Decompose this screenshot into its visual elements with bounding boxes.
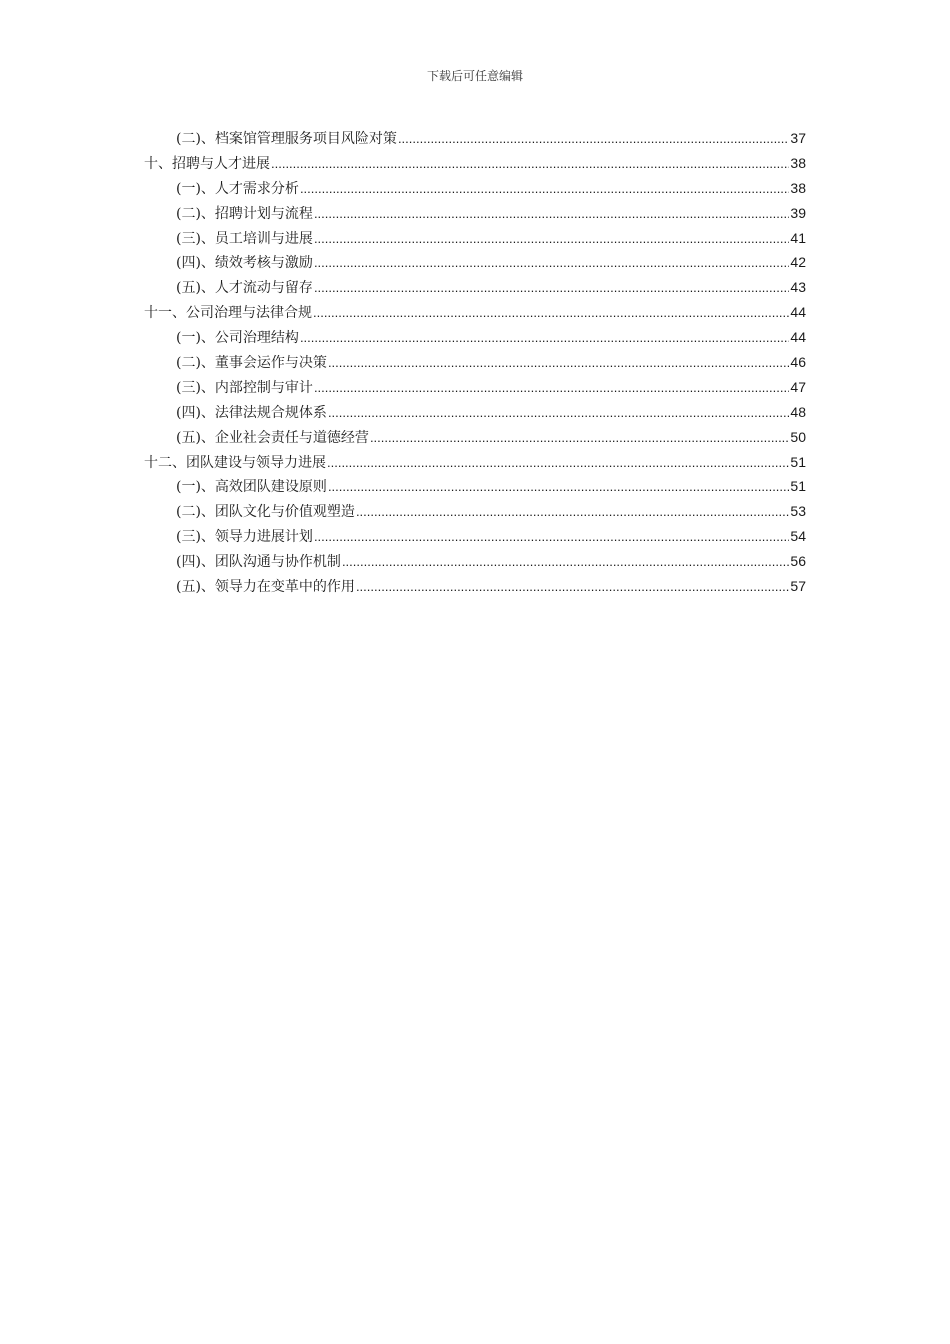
toc-entry-label: (四)、团队沟通与协作机制 — [176, 554, 341, 571]
toc-entry-label: (一)、公司治理结构 — [176, 330, 299, 347]
toc-entry-page: 46 — [790, 354, 806, 371]
toc-dot-leader — [327, 451, 789, 476]
toc-entry-page: 43 — [790, 279, 806, 296]
toc-entry-label: (二)、董事会运作与决策 — [176, 355, 327, 372]
toc-entry[interactable] — [144, 275, 806, 300]
page-header: 下载后可任意编辑 — [426, 69, 523, 83]
toc-entry-label: (一)、高效团队建设原则 — [176, 479, 327, 496]
toc-dot-leader — [328, 475, 789, 500]
toc-entry[interactable] — [144, 574, 806, 599]
toc-entry[interactable] — [144, 201, 806, 226]
toc-entry-page: 53 — [790, 503, 806, 520]
toc-entry[interactable] — [144, 300, 806, 325]
toc-entry-label: (三)、内部控制与审计 — [176, 379, 313, 396]
toc-entry-label: (一)、人才需求分析 — [176, 180, 299, 197]
toc-entry-label: (四)、法律法规合规体系 — [176, 404, 327, 421]
toc-entry[interactable] — [144, 250, 806, 275]
toc-dot-leader — [300, 177, 789, 202]
toc-dot-leader — [271, 152, 789, 177]
toc-entry-page: 47 — [790, 378, 806, 395]
toc-entry-page: 38 — [790, 179, 806, 196]
toc-dot-leader — [314, 251, 789, 276]
toc-entry-page: 57 — [790, 578, 806, 595]
toc-dot-leader — [314, 276, 789, 301]
toc-entry-page: 42 — [790, 254, 806, 271]
toc-dot-leader — [314, 202, 789, 227]
toc-entry-page: 38 — [790, 154, 806, 171]
toc-dot-leader — [313, 301, 789, 326]
toc-entry[interactable] — [144, 499, 806, 524]
toc-entry[interactable] — [144, 176, 806, 201]
toc-entry-page: 48 — [790, 403, 806, 420]
toc-entry[interactable] — [144, 126, 806, 151]
toc-entry-page: 51 — [790, 453, 806, 470]
toc-entry-page: 37 — [790, 130, 806, 146]
toc-entry[interactable] — [144, 400, 806, 425]
toc-dot-leader — [314, 227, 789, 252]
toc-entry-page: 41 — [790, 229, 806, 246]
toc-entry[interactable] — [144, 226, 806, 251]
toc-dot-leader — [370, 426, 789, 451]
toc-entry-label: 十、招聘与人才进展 — [144, 155, 270, 172]
toc-dot-leader — [328, 351, 789, 376]
toc-entry-label: (二)、招聘计划与流程 — [176, 205, 313, 222]
toc-dot-leader — [314, 376, 789, 401]
toc-entry-label: (五)、企业社会责任与道德经营 — [176, 429, 369, 446]
toc-entry-page: 44 — [790, 329, 806, 346]
toc-entry[interactable] — [144, 450, 806, 475]
toc-entry-label: 十二、团队建设与领导力进展 — [144, 454, 326, 471]
toc-dot-leader — [356, 500, 789, 525]
toc-entry[interactable] — [144, 549, 806, 574]
toc-entry-page: 50 — [790, 428, 806, 445]
toc-entry[interactable] — [144, 151, 806, 176]
table-of-contents — [144, 126, 806, 599]
toc-entry-page: 39 — [790, 204, 806, 221]
toc-entry-page: 51 — [790, 478, 806, 495]
toc-entry-label: (四)、绩效考核与激励 — [176, 255, 313, 272]
toc-dot-leader — [328, 401, 789, 426]
toc-entry-page: 44 — [790, 304, 806, 321]
toc-entry[interactable] — [144, 350, 806, 375]
toc-entry-label: (二)、团队文化与价值观塑造 — [176, 504, 355, 521]
toc-entry-label: (三)、员工培训与进展 — [176, 230, 313, 247]
toc-entry-label: (二)、档案馆管理服务项目风险对策 — [176, 131, 397, 147]
toc-entry-page: 54 — [790, 528, 806, 545]
toc-entry-label: (三)、领导力进展计划 — [176, 529, 313, 546]
toc-entry-label: (五)、人才流动与留存 — [176, 280, 313, 297]
toc-dot-leader — [342, 550, 789, 575]
toc-entry-label: 十一、公司治理与法律合规 — [144, 305, 312, 322]
toc-entry[interactable] — [144, 325, 806, 350]
toc-entry-page: 56 — [790, 553, 806, 570]
toc-entry[interactable] — [144, 474, 806, 499]
toc-dot-leader — [300, 326, 789, 351]
toc-dot-leader — [356, 575, 789, 600]
toc-entry[interactable] — [144, 375, 806, 400]
toc-dot-leader — [398, 127, 789, 152]
toc-entry[interactable] — [144, 425, 806, 450]
toc-dot-leader — [314, 525, 789, 550]
toc-entry[interactable] — [144, 524, 806, 549]
toc-entry-label: (五)、领导力在变革中的作用 — [176, 579, 355, 596]
